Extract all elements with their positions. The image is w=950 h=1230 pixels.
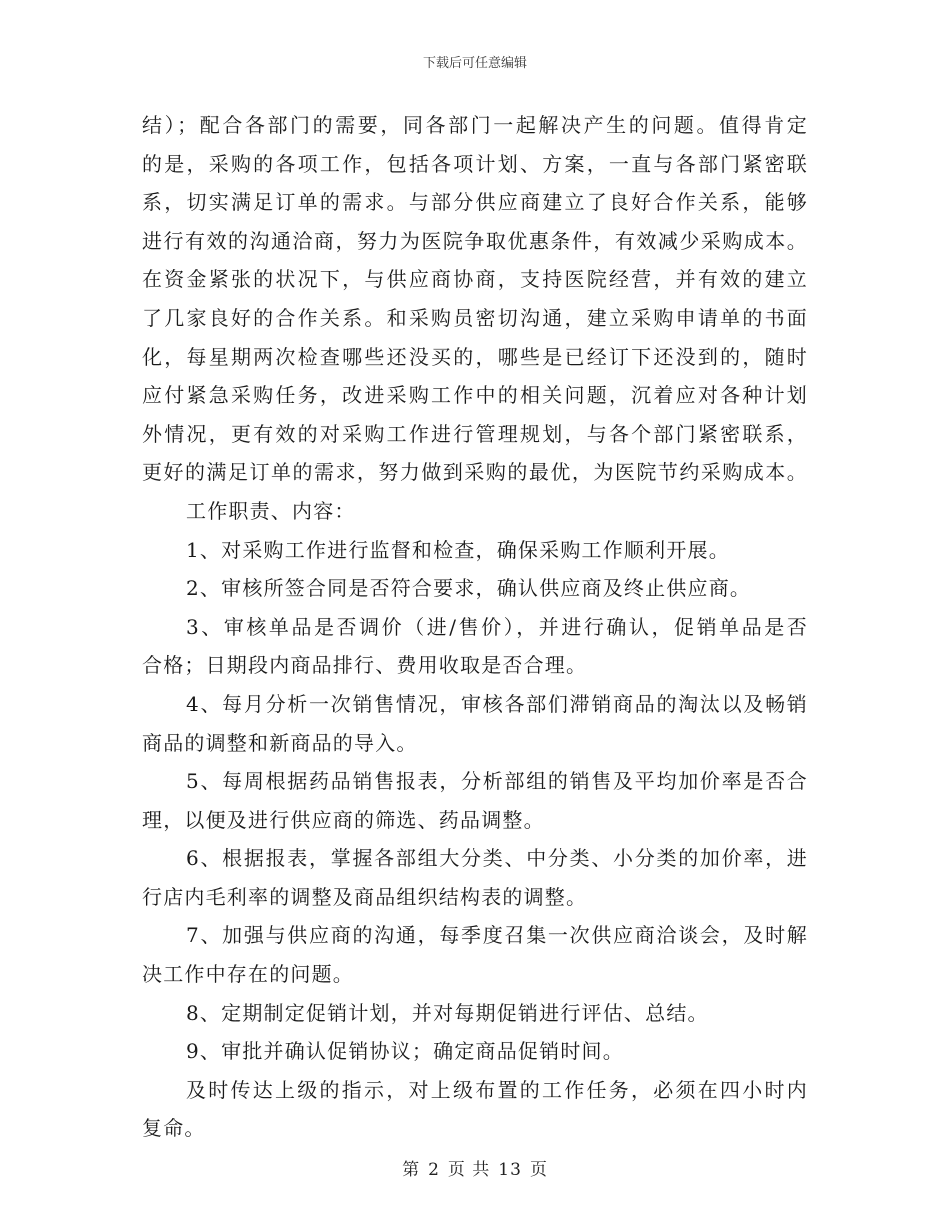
list-item: 1、对采购工作进行监督和检查，确保采购工作顺利开展。 (186, 537, 730, 562)
list-item: 3、审核单品是否调价（进/售价），并进行确认，促销单品是否 (186, 614, 808, 639)
list-item: 8、定期制定促销计划，并对每期促销进行评估、总结。 (186, 1000, 709, 1025)
list-item-continuation: 决工作中存在的问题。 (142, 962, 354, 987)
list-item: 5、每周根据药品销售报表，分析部组的销售及平均加价率是否合 (186, 769, 808, 794)
list-item: 9、审批并确认促销协议；确定商品促销时间。 (186, 1039, 624, 1064)
body-line: 系，切实满足订单的需求。与部分供应商建立了良好合作关系，能够 (142, 190, 808, 215)
list-item-continuation: 商品的调整和新商品的导入。 (142, 730, 418, 755)
body-line: 外情况，更有效的对采购工作进行管理规划，与各个部门紧密联系， (142, 421, 808, 446)
footer-prefix: 第 (402, 1160, 421, 1180)
body-line: 了几家良好的合作关系。和采购员密切沟通，建立采购申请单的书面 (142, 305, 808, 330)
body-line: 的是，采购的各项工作，包括各项计划、方案，一直与各部门紧密联 (142, 151, 808, 176)
body-line: 在资金紧张的状况下，与供应商协商，支持医院经营，并有效的建立 (142, 267, 808, 292)
page-header: 下载后可任意编辑 (422, 56, 527, 71)
list-item: 7、加强与供应商的沟通，每季度召集一次供应商洽谈会，及时解 (186, 923, 808, 948)
closing-paragraph: 及时传达上级的指示，对上级布置的工作任务，必须在四小时内 (186, 1077, 808, 1102)
body-line: 化，每星期两次检查哪些还没买的，哪些是已经订下还没到的，随时 (142, 344, 808, 369)
list-item-continuation: 合格；日期段内商品排行、费用收取是否合理。 (142, 653, 588, 678)
list-item: 6、根据报表，掌握各部组大分类、中分类、小分类的加价率，进 (186, 846, 808, 871)
page-footer (0, 1155, 950, 1180)
footer-page-number: 2 (428, 1160, 440, 1180)
body-line: 结）；配合各部门的需要，同各部门一起解决产生的问题。值得肯定 (142, 113, 808, 137)
closing-paragraph-continuation: 复命。 (142, 1116, 206, 1141)
document-body (142, 106, 808, 1148)
list-item-continuation: 理，以便及进行供应商的筛选、药品调整。 (142, 807, 545, 832)
list-item-continuation: 行店内毛利率的调整及商品组织结构表的调整。 (142, 884, 588, 909)
list-item: 2、审核所签合同是否符合要求，确认供应商及终止供应商。 (186, 576, 752, 601)
footer-total-pages: 13 (498, 1160, 522, 1180)
body-line: 进行有效的沟通洽商，努力为医院争取优惠条件，有效减少采购成本。 (142, 228, 808, 253)
footer-suffix: 页 (529, 1160, 548, 1180)
footer-middle: 页 共 (447, 1160, 491, 1180)
body-line: 应付紧急采购任务，改进采购工作中的相关问题，沉着应对各种计划 (142, 383, 808, 408)
section-heading: 工作职责、内容： (186, 498, 356, 523)
body-line: 更好的满足订单的需求，努力做到采购的最优，为医院节约采购成本。 (142, 460, 808, 485)
list-item: 4、每月分析一次销售情况，审核各部们滞销商品的淘汰以及畅销 (186, 691, 808, 716)
